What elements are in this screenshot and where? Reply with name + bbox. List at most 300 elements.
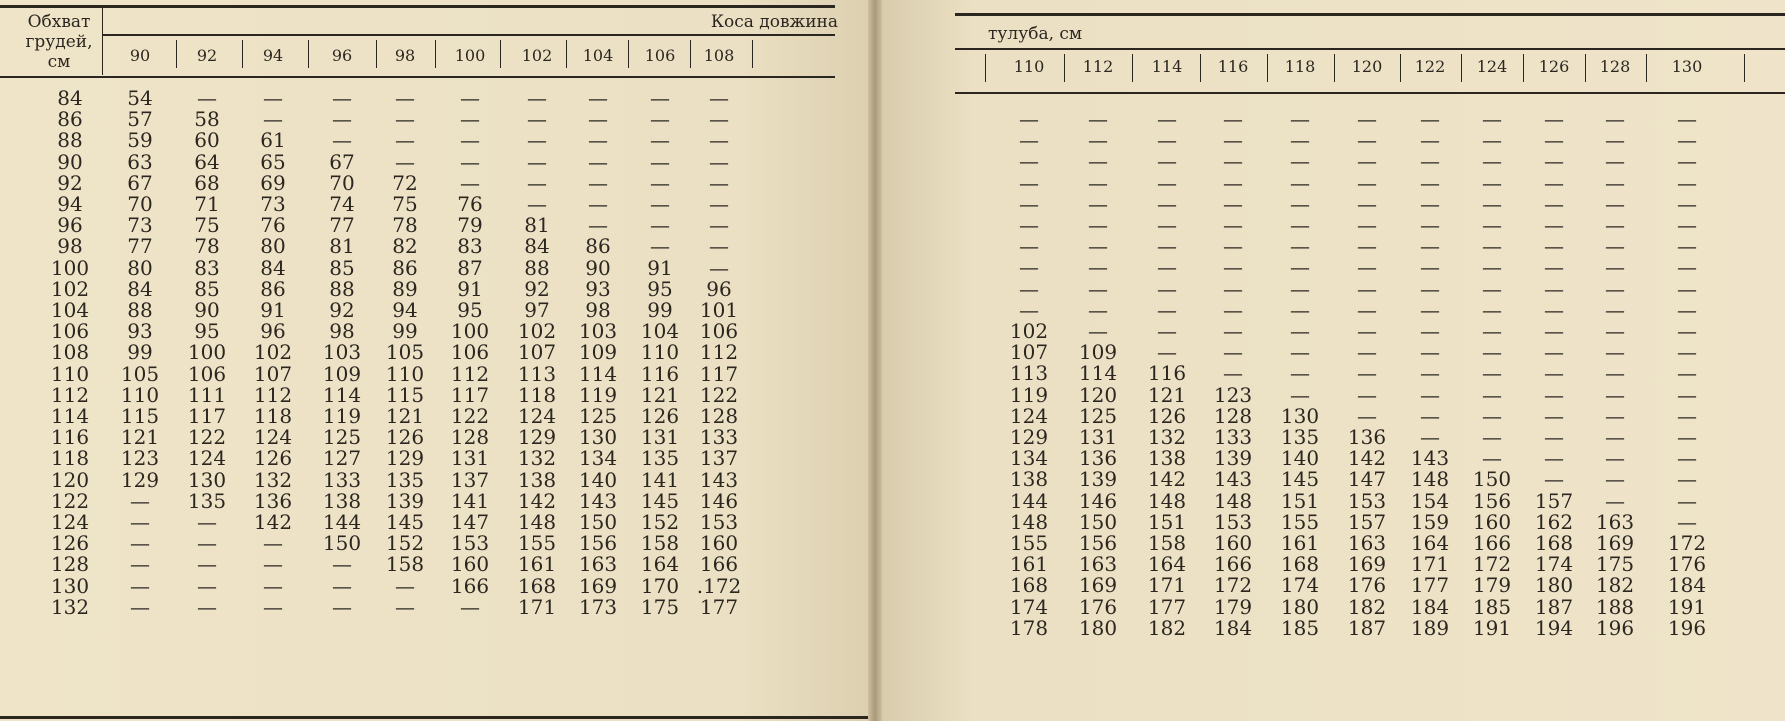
- value-cell: 98: [329, 319, 355, 344]
- value-cell: —: [1605, 425, 1625, 449]
- right-top-rule: [955, 13, 1785, 16]
- column-divider: [1461, 54, 1462, 82]
- value-cell: —: [1223, 255, 1243, 280]
- table-row: [882, 276, 1785, 301]
- value-cell: 171: [517, 594, 557, 619]
- value-cell: 138: [517, 467, 557, 492]
- value-cell: 76: [457, 192, 483, 216]
- value-cell: 155: [1009, 531, 1049, 555]
- value-cell: 150: [322, 531, 362, 556]
- value-cell: 172: [1667, 531, 1707, 555]
- column-header-112: 112: [1082, 57, 1114, 76]
- table-row: [882, 575, 1785, 596]
- table-row: [882, 215, 1785, 236]
- value-cell: —: [1357, 170, 1377, 195]
- value-cell: —: [1544, 467, 1564, 492]
- value-cell: —: [1290, 234, 1310, 259]
- value-cell: 124: [517, 404, 557, 428]
- column-divider: [1064, 54, 1065, 82]
- value-cell: 172: [1472, 552, 1512, 577]
- value-cell: —: [1482, 149, 1502, 174]
- value-cell: 133: [322, 467, 362, 492]
- value-cell: 112: [699, 340, 739, 365]
- value-cell: —: [395, 107, 415, 132]
- value-cell: 95: [194, 319, 220, 344]
- value-cell: 61: [260, 128, 286, 153]
- value-cell: 182: [1595, 573, 1635, 598]
- value-cell: —: [527, 86, 547, 110]
- value-cell: —: [1605, 128, 1625, 153]
- value-cell: 141: [450, 488, 490, 513]
- value-cell: 118: [253, 404, 293, 428]
- column-divider: [500, 40, 501, 68]
- value-cell: —: [332, 573, 352, 598]
- value-cell: 161: [1280, 531, 1320, 555]
- table-row: [0, 215, 868, 236]
- value-cell: 143: [578, 488, 618, 513]
- value-cell: —: [197, 86, 217, 110]
- value-cell: —: [1357, 255, 1377, 280]
- value-cell: —: [1088, 128, 1108, 153]
- value-cell: 184: [1410, 594, 1450, 619]
- value-cell: —: [1677, 255, 1697, 280]
- value-cell: —: [1677, 446, 1697, 471]
- value-cell: —: [460, 128, 480, 153]
- value-cell: 60: [194, 128, 220, 153]
- value-cell: 110: [385, 361, 425, 386]
- value-cell: —: [130, 573, 150, 598]
- value-cell: —: [1157, 319, 1177, 343]
- table-row: [882, 427, 1785, 448]
- girth-cell: 96: [57, 213, 83, 238]
- column-header-100: 100: [454, 46, 486, 65]
- value-cell: —: [1544, 255, 1564, 280]
- value-cell: —: [1482, 170, 1502, 195]
- value-cell: 88: [329, 276, 355, 301]
- value-cell: —: [1420, 276, 1440, 301]
- value-cell: 88: [524, 255, 550, 280]
- value-cell: 102: [517, 319, 557, 344]
- value-cell: —: [1019, 191, 1039, 216]
- value-cell: 153: [699, 510, 739, 534]
- value-cell: —: [1157, 128, 1177, 153]
- value-cell: 117: [450, 382, 490, 407]
- table-row: [0, 573, 868, 598]
- value-cell: 137: [699, 446, 739, 471]
- value-cell: —: [1088, 276, 1108, 301]
- value-cell: 87: [457, 255, 483, 280]
- table-row: [882, 382, 1785, 407]
- value-cell: —: [1605, 170, 1625, 195]
- value-cell: —: [1290, 319, 1310, 343]
- value-cell: —: [1605, 319, 1625, 343]
- value-cell: —: [1420, 425, 1440, 449]
- girth-cell: 118: [50, 446, 90, 471]
- table-row: [882, 109, 1785, 130]
- value-cell: 117: [187, 404, 227, 428]
- value-cell: —: [1544, 191, 1564, 216]
- value-cell: 67: [127, 170, 153, 195]
- value-cell: 82: [392, 234, 418, 259]
- value-cell: —: [1088, 213, 1108, 237]
- value-cell: 196: [1595, 615, 1635, 640]
- table-row: [882, 615, 1785, 640]
- value-cell: —: [1482, 319, 1502, 343]
- table-row: [0, 467, 868, 492]
- value-cell: —: [1290, 361, 1310, 386]
- girth-cell: 110: [50, 361, 90, 386]
- value-cell: 112: [253, 382, 293, 407]
- value-cell: 180: [1280, 594, 1320, 619]
- value-cell: —: [1605, 297, 1625, 322]
- table-row: [0, 321, 868, 342]
- value-cell: 115: [385, 382, 425, 407]
- value-cell: 86: [585, 234, 611, 259]
- value-cell: —: [332, 86, 352, 110]
- girth-cell: 84: [57, 86, 83, 110]
- value-cell: 80: [260, 234, 286, 259]
- value-cell: 76: [260, 213, 286, 238]
- girth-cell: 90: [57, 149, 83, 174]
- value-cell: 157: [1347, 509, 1387, 534]
- value-cell: —: [1605, 234, 1625, 259]
- column-header-116: 116: [1217, 57, 1249, 76]
- value-cell: —: [1420, 213, 1440, 237]
- value-cell: —: [1544, 170, 1564, 195]
- value-cell: —: [1544, 276, 1564, 301]
- table-row: [882, 469, 1785, 490]
- value-cell: —: [1223, 340, 1243, 365]
- value-cell: 171: [1147, 573, 1187, 598]
- value-cell: —: [263, 107, 283, 132]
- column-divider: [242, 40, 243, 68]
- value-cell: 153: [450, 531, 490, 556]
- table-row: [0, 448, 868, 469]
- value-cell: 121: [1147, 382, 1187, 407]
- value-cell: —: [263, 531, 283, 556]
- value-cell: 93: [585, 276, 611, 301]
- value-cell: —: [130, 594, 150, 619]
- value-cell: 123: [120, 446, 160, 471]
- value-cell: 158: [1147, 531, 1187, 555]
- value-cell: 179: [1213, 594, 1253, 619]
- value-cell: 148: [1009, 509, 1049, 534]
- value-cell: 139: [1078, 467, 1118, 492]
- value-cell: 163: [1595, 509, 1635, 534]
- table-row: [0, 512, 868, 533]
- value-cell: 174: [1280, 573, 1320, 598]
- value-cell: 67: [329, 149, 355, 174]
- value-cell: 153: [1347, 488, 1387, 513]
- table-row: [882, 297, 1785, 322]
- value-cell: —: [709, 128, 729, 153]
- value-cell: —: [1605, 382, 1625, 407]
- value-cell: 187: [1534, 594, 1574, 619]
- value-cell: —: [263, 552, 283, 577]
- value-cell: —: [1357, 382, 1377, 407]
- value-cell: —: [1482, 255, 1502, 280]
- value-cell: 131: [450, 446, 490, 471]
- value-cell: 142: [253, 510, 293, 534]
- value-cell: 89: [392, 276, 418, 301]
- value-cell: —: [1157, 170, 1177, 195]
- value-cell: —: [650, 192, 670, 216]
- value-cell: —: [1357, 191, 1377, 216]
- value-cell: 169: [578, 573, 618, 598]
- table-row: [882, 594, 1785, 619]
- value-cell: 58: [194, 107, 220, 132]
- value-cell: 106: [450, 340, 490, 365]
- column-header-110: 110: [1013, 57, 1045, 76]
- value-cell: 118: [517, 382, 557, 407]
- value-cell: 135: [1280, 425, 1320, 449]
- value-cell: —: [1157, 255, 1177, 280]
- value-cell: 150: [1472, 467, 1512, 492]
- column-header-90: 90: [129, 46, 151, 65]
- value-cell: 96: [706, 276, 732, 301]
- value-cell: 185: [1472, 594, 1512, 619]
- value-cell: —: [1223, 149, 1243, 174]
- column-divider: [1646, 54, 1647, 82]
- column-divider: [176, 40, 177, 68]
- girth-cell: 100: [50, 255, 90, 280]
- value-cell: —: [1677, 509, 1697, 534]
- table-row: [882, 257, 1785, 278]
- value-cell: —: [1223, 191, 1243, 216]
- value-cell: 158: [385, 552, 425, 577]
- girth-cell: 122: [50, 488, 90, 513]
- value-cell: 84: [524, 234, 550, 259]
- value-cell: —: [1019, 170, 1039, 195]
- value-cell: 184: [1213, 615, 1253, 640]
- value-cell: 158: [640, 531, 680, 556]
- value-cell: 75: [392, 192, 418, 216]
- value-cell: 107: [1009, 340, 1049, 365]
- value-cell: 146: [699, 488, 739, 513]
- value-cell: 101: [699, 298, 739, 322]
- value-cell: 143: [1213, 467, 1253, 492]
- girth-cell: 92: [57, 170, 83, 195]
- value-cell: 163: [1347, 531, 1387, 555]
- value-cell: 146: [1078, 488, 1118, 513]
- value-cell: 116: [640, 361, 680, 386]
- value-cell: 92: [524, 276, 550, 301]
- value-cell: —: [1482, 425, 1502, 449]
- value-cell: —: [1290, 255, 1310, 280]
- value-cell: —: [395, 594, 415, 619]
- value-cell: —: [1157, 276, 1177, 301]
- value-cell: —: [1605, 488, 1625, 513]
- value-cell: —: [527, 107, 547, 132]
- value-cell: 138: [322, 488, 362, 513]
- girth-cell: 108: [50, 340, 90, 365]
- girth-cell: 86: [57, 107, 83, 132]
- value-cell: 90: [585, 255, 611, 280]
- value-cell: —: [1290, 213, 1310, 237]
- table-row: [882, 363, 1785, 384]
- value-cell: —: [1357, 297, 1377, 322]
- book-gutter: [868, 0, 882, 721]
- value-cell: 168: [1280, 552, 1320, 577]
- value-cell: —: [197, 531, 217, 556]
- girth-cell: 126: [50, 531, 90, 556]
- value-cell: 175: [1595, 552, 1635, 577]
- value-cell: 91: [457, 276, 483, 301]
- value-cell: 147: [1347, 467, 1387, 492]
- value-cell: —: [1019, 276, 1039, 301]
- value-cell: —: [395, 86, 415, 110]
- girth-cell: 98: [57, 234, 83, 259]
- value-cell: —: [527, 128, 547, 153]
- value-cell: 65: [260, 149, 286, 174]
- value-cell: 126: [640, 404, 680, 428]
- value-cell: 150: [1078, 509, 1118, 534]
- column-divider: [1132, 54, 1133, 82]
- value-cell: 160: [699, 531, 739, 556]
- value-cell: —: [1420, 382, 1440, 407]
- value-cell: 150: [578, 510, 618, 534]
- value-cell: —: [1677, 488, 1697, 513]
- value-cell: —: [130, 552, 150, 577]
- girth-cell: 120: [50, 467, 90, 492]
- value-cell: 148: [1147, 488, 1187, 513]
- value-cell: 85: [194, 276, 220, 301]
- value-cell: 123: [1213, 382, 1253, 407]
- value-cell: 127: [322, 446, 362, 471]
- table-row: [0, 88, 868, 109]
- value-cell: —: [130, 531, 150, 556]
- value-cell: 137: [450, 467, 490, 492]
- value-cell: 148: [1410, 467, 1450, 492]
- value-cell: 122: [699, 382, 739, 407]
- value-cell: —: [1482, 128, 1502, 153]
- value-cell: 103: [578, 319, 618, 344]
- value-cell: 180: [1534, 573, 1574, 598]
- table-row: [882, 448, 1785, 469]
- corner-header-line-1: Обхват: [27, 12, 91, 32]
- value-cell: —: [1223, 276, 1243, 301]
- value-cell: 169: [1347, 552, 1387, 577]
- value-cell: 100: [450, 319, 490, 344]
- value-cell: —: [650, 170, 670, 195]
- value-cell: 98: [585, 298, 611, 322]
- value-cell: 78: [194, 234, 220, 259]
- value-cell: 156: [1078, 531, 1118, 555]
- value-cell: 110: [640, 340, 680, 365]
- value-cell: 131: [1078, 425, 1118, 449]
- value-cell: 138: [1147, 446, 1187, 471]
- value-cell: 189: [1410, 615, 1450, 640]
- value-cell: —: [1223, 107, 1243, 131]
- value-cell: 168: [1009, 573, 1049, 598]
- girth-cell: 112: [50, 382, 90, 407]
- value-cell: 171: [1410, 552, 1450, 577]
- value-cell: 124: [187, 446, 227, 471]
- value-cell: 78: [392, 213, 418, 238]
- value-cell: 128: [1213, 403, 1253, 428]
- value-cell: 154: [1410, 488, 1450, 513]
- value-cell: —: [1482, 191, 1502, 216]
- value-cell: —: [1357, 361, 1377, 386]
- value-cell: —: [1019, 213, 1039, 237]
- value-cell: —: [709, 86, 729, 110]
- value-cell: 126: [1147, 403, 1187, 428]
- value-cell: 93: [127, 319, 153, 344]
- column-divider: [376, 40, 377, 68]
- value-cell: —: [1290, 149, 1310, 174]
- value-cell: 95: [457, 298, 483, 322]
- value-cell: —: [1677, 276, 1697, 301]
- value-cell: 163: [1078, 552, 1118, 577]
- column-divider: [566, 40, 567, 68]
- value-cell: 144: [322, 510, 362, 534]
- value-cell: 113: [517, 361, 557, 386]
- value-cell: 142: [1147, 467, 1187, 492]
- value-cell: —: [1677, 297, 1697, 322]
- table-row: [0, 361, 868, 386]
- value-cell: 188: [1595, 594, 1635, 619]
- value-cell: —: [332, 552, 352, 577]
- value-cell: 110: [120, 382, 160, 407]
- value-cell: —: [332, 594, 352, 619]
- table-row: [0, 427, 868, 448]
- table-row: [882, 130, 1785, 151]
- value-cell: 104: [640, 319, 680, 344]
- value-cell: 187: [1347, 615, 1387, 640]
- value-cell: 182: [1347, 594, 1387, 619]
- table-row: [0, 255, 868, 280]
- value-cell: —: [1677, 361, 1697, 386]
- value-cell: —: [1019, 255, 1039, 280]
- girth-cell: 106: [50, 319, 90, 344]
- value-cell: —: [1677, 234, 1697, 259]
- value-cell: 94: [392, 298, 418, 322]
- value-cell: —: [1088, 319, 1108, 343]
- value-cell: 161: [1009, 552, 1049, 577]
- value-cell: —: [1157, 340, 1177, 365]
- value-cell: 91: [647, 255, 673, 280]
- value-cell: —: [263, 573, 283, 598]
- table-row: [0, 276, 868, 301]
- value-cell: 174: [1009, 594, 1049, 619]
- value-cell: 135: [640, 446, 680, 471]
- value-cell: 179: [1472, 573, 1512, 598]
- value-cell: —: [1290, 170, 1310, 195]
- value-cell: —: [1605, 467, 1625, 492]
- value-cell: —: [527, 149, 547, 174]
- value-cell: —: [1223, 361, 1243, 386]
- right-page: [882, 0, 1785, 721]
- value-cell: 105: [385, 340, 425, 365]
- column-header-126: 126: [1538, 57, 1570, 76]
- value-cell: —: [460, 107, 480, 132]
- value-cell: 64: [194, 149, 220, 174]
- value-cell: 126: [253, 446, 293, 471]
- value-cell: 57: [127, 107, 153, 132]
- value-cell: 191: [1667, 594, 1707, 619]
- value-cell: —: [1677, 128, 1697, 153]
- table-row: [882, 509, 1785, 534]
- value-cell: 75: [194, 213, 220, 238]
- value-cell: 121: [385, 404, 425, 428]
- value-cell: —: [1290, 382, 1310, 407]
- left-span-rule: [102, 34, 835, 36]
- value-cell: 169: [1078, 573, 1118, 598]
- value-cell: —: [395, 573, 415, 598]
- value-cell: 132: [1147, 425, 1187, 449]
- value-cell: 143: [699, 467, 739, 492]
- table-row: [0, 342, 868, 363]
